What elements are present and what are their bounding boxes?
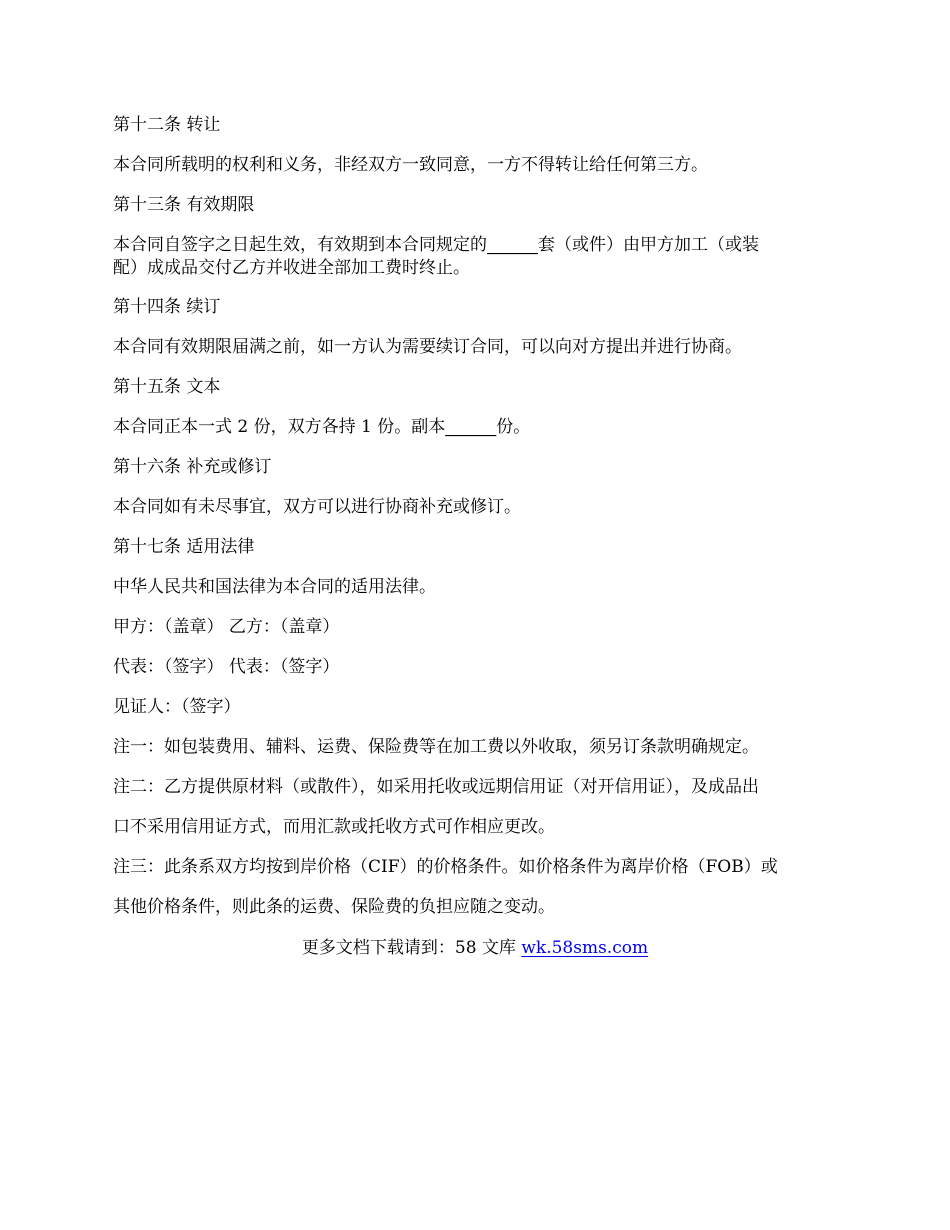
- article-14-body: 本合同有效期限届满之前，如一方认为需要续订合同，可以向对方提出并进行协商。: [113, 337, 742, 357]
- signature-parties: 甲方：（盖章） 乙方：（盖章）: [113, 617, 340, 637]
- article-13-blank: ______: [487, 235, 538, 255]
- note-2-line-1: 注二：乙方提供原材料（或散件），如采用托收或远期信用证（对开信用证），及成品出: [113, 777, 759, 797]
- article-17-heading: 第十七条 适用法律: [113, 537, 255, 557]
- article-16-heading: 第十六条 补充或修订: [113, 457, 272, 477]
- article-15-text-b: 份。: [496, 417, 531, 437]
- article-13-heading: 第十三条 有效期限: [113, 195, 255, 215]
- article-15-heading: 第十五条 文本: [113, 377, 221, 397]
- article-15-body: [113, 415, 843, 439]
- article-12-heading: 第十二条 转让: [113, 115, 221, 135]
- article-13-body-line-2: 配）成成品交付乙方并收进全部加工费时终止。: [113, 258, 470, 278]
- note-1: 注一：如包装费用、辅料、运费、保险费等在加工费以外收取，须另订条款明确规定。: [113, 737, 759, 757]
- footer-link[interactable]: wk.58sms.com: [521, 938, 649, 958]
- article-13-text-b: 套（或件）由甲方加工（或装: [538, 235, 759, 255]
- note-3-line-1: 注三：此条系双方均按到岸价格（CIF）的价格条件。如价格条件为离岸价格（FOB）或: [113, 857, 778, 877]
- note-3-line-2: 其他价格条件，则此条的运费、保险费的负担应随之变动。: [113, 897, 555, 917]
- article-15-text-a: 本合同正本一式 2 份，双方各持 1 份。副本: [113, 417, 446, 437]
- article-14-heading: 第十四条 续订: [113, 297, 221, 317]
- article-13-text-a: 本合同自签字之日起生效，有效期到本合同规定的: [113, 235, 487, 255]
- signature-witness: 见证人：（签字）: [113, 697, 241, 717]
- article-13-body-line-1: [113, 233, 843, 257]
- download-footer: [0, 936, 950, 960]
- article-12-body: 本合同所载明的权利和义务，非经双方一致同意，一方不得转让给任何第三方。: [113, 155, 708, 175]
- signature-representatives: 代表：（签字） 代表：（签字）: [113, 657, 340, 677]
- article-17-body: 中华人民共和国法律为本合同的适用法律。: [113, 577, 436, 597]
- article-16-body: 本合同如有未尽事宜，双方可以进行协商补充或修订。: [113, 497, 521, 517]
- article-15-blank: ______: [445, 417, 497, 437]
- footer-text: 更多文档下载请到：58 文库: [301, 938, 522, 958]
- note-2-line-2: 口不采用信用证方式，而用汇款或托收方式可作相应更改。: [113, 817, 555, 837]
